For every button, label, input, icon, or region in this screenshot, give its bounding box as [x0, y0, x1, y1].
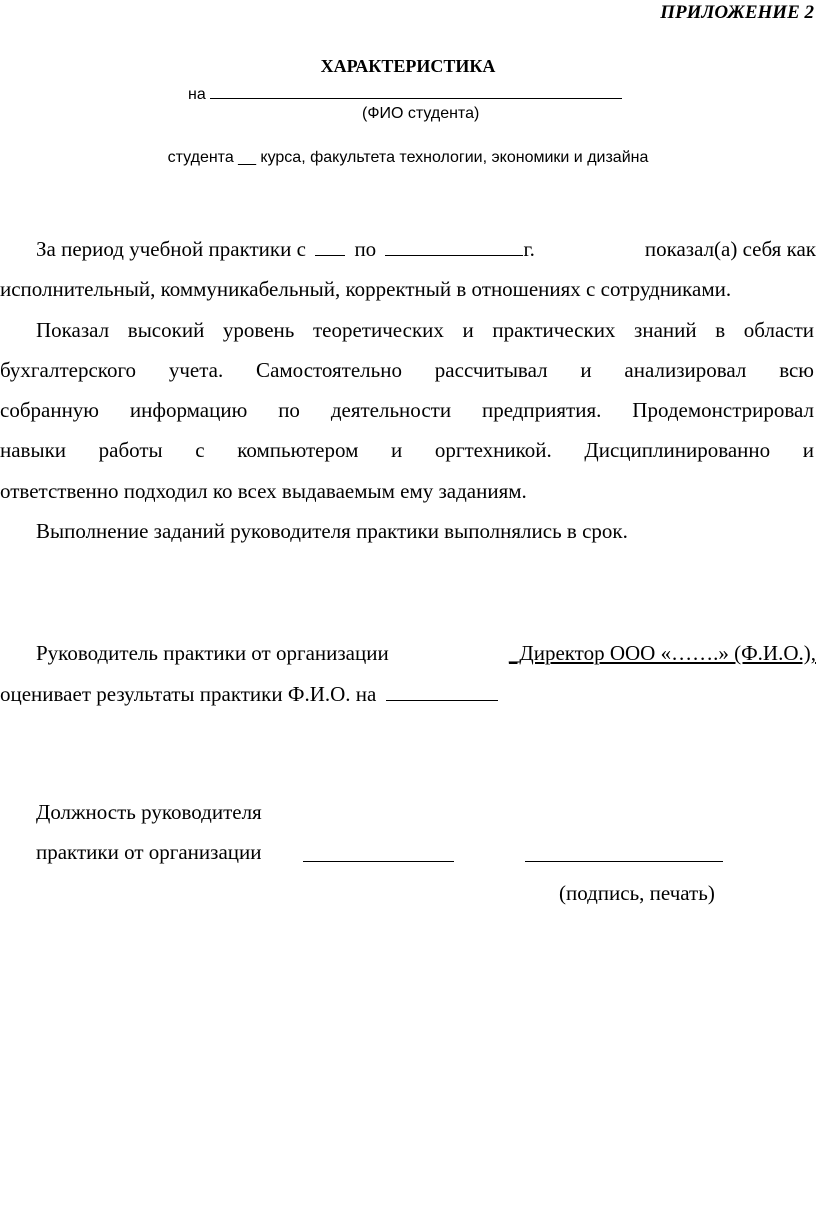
position-blank[interactable] [303, 843, 454, 862]
signature-caption: (подпись, печать) [559, 881, 715, 905]
start-date-blank[interactable] [315, 237, 345, 256]
knowledge-line-3: собранную информацию по деятельности предприятия. Продемонстрировал [0, 398, 814, 422]
period-text-c: г. [523, 237, 535, 261]
evaluation-text: оценивает результаты практики Ф.И.О. на [0, 682, 377, 706]
na-prefix: на [188, 86, 206, 103]
supervisor-title: _Директор ООО «…….» (Ф.И.О.), [508, 641, 816, 665]
period-text-b: по [354, 237, 377, 261]
end-date-blank[interactable] [385, 237, 523, 256]
course-faculty-line: студента __ курса, факультета технологии, экономики и дизайна [167, 149, 649, 166]
knowledge-line-4: навыки работы с компьютером и оргтехникой. Дисциплинированно и [0, 438, 814, 462]
knowledge-line-1: Показал высокий уровень теоретических и практических знаний в области [36, 318, 814, 342]
student-name-line [188, 84, 622, 104]
knowledge-line-2: бухгалтерского учета. Самостоятельно рассчитывал и анализировал всю [0, 358, 814, 382]
signature-blank[interactable] [525, 843, 723, 862]
appendix-label: ПРИЛОЖЕНИЕ 2 [660, 2, 814, 23]
student-name-blank[interactable] [210, 84, 622, 99]
position-label-1: Должность руководителя [36, 800, 262, 824]
qualities-line: исполнительный, коммуникабельный, корректный в отношениях с сотрудниками. [0, 277, 732, 301]
deadline-line: Выполнение заданий руководителя практики выполнялись в срок. [36, 519, 628, 543]
period-text-a: За период учебной практики с [36, 237, 306, 261]
grade-blank[interactable] [386, 682, 498, 701]
document-title: ХАРАКТЕРИСТИКА [320, 56, 496, 76]
fio-caption: (ФИО студента) [362, 105, 480, 122]
period-line [36, 229, 535, 269]
knowledge-line-5: ответственно подходил ко всех выдаваемым ему заданиям. [0, 479, 527, 503]
supervisor-line-prefix: Руководитель практики от организации [36, 641, 389, 665]
evaluation-line [0, 674, 498, 714]
period-line-end: показал(а) себя как [644, 237, 816, 261]
position-label-2: практики от организации [36, 840, 262, 864]
